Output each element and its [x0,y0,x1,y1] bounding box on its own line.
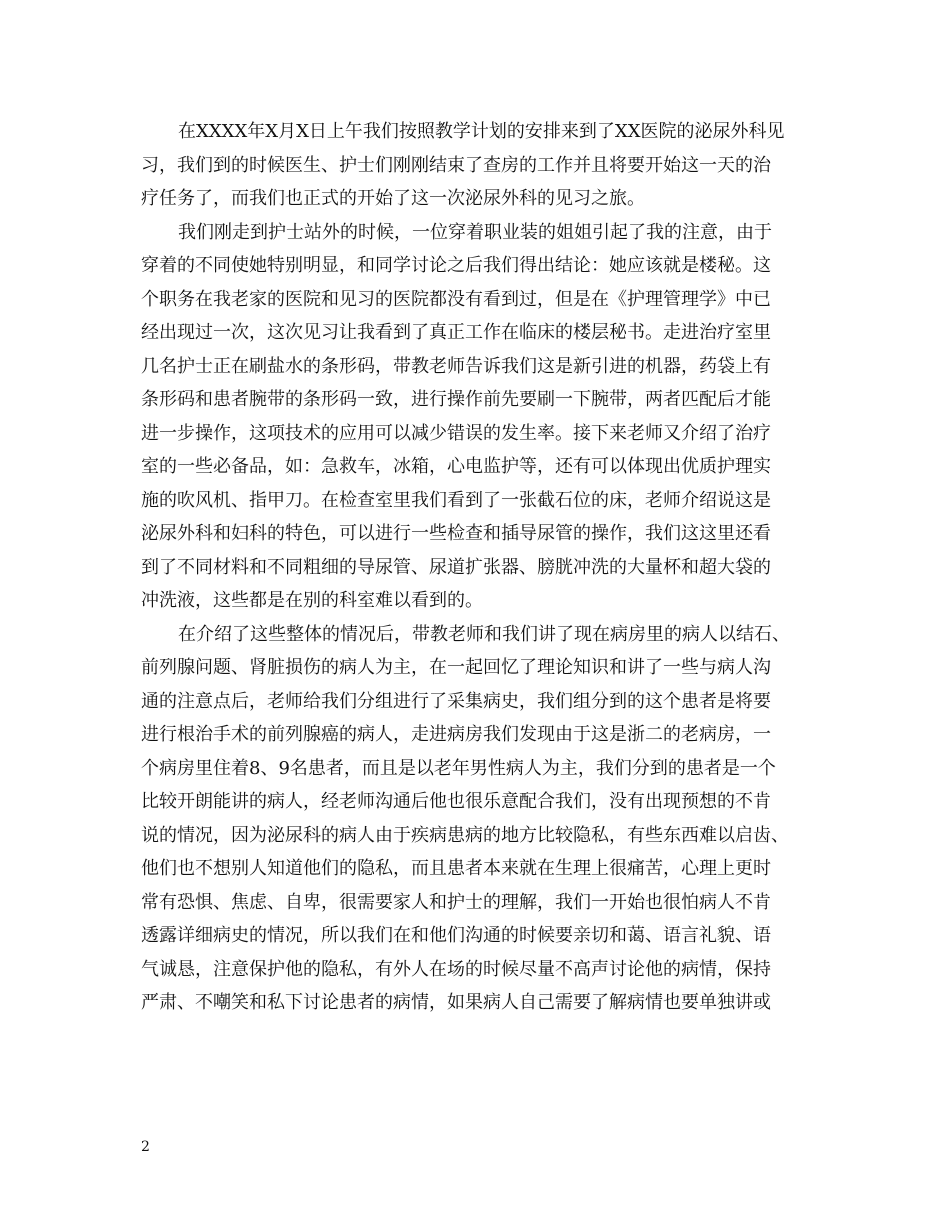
text-line: 个病房里住着8、9名患者，而且是以老年男性病人为主，我们分到的患者是一个 [141,758,776,779]
text-line: 他们也不想别人知道他们的隐私，而且患者本来就在生理上很痛苦，心理上更时 [141,858,771,879]
text-line: 气诚恳，注意保护他的隐私，有外人在场的时候尽量不高声讨论他的病情，保持 [141,959,771,980]
text-line: 进一步操作，这项技术的应用可以减少错误的发生率。接下来老师又介绍了治疗 [141,423,771,444]
text-line: 前列腺问题、肾脏损伤的病人为主，在一起回忆了理论知识和讲了一些与病人沟 [141,657,771,678]
text-line: 泌尿外科和妇科的特色，可以进行一些检查和插导尿管的操作，我们这这里还看 [141,523,771,544]
text-line: 条形码和患者腕带的条形码一致，进行操作前先要刷一下腕带，两者匹配后才能 [141,389,771,410]
text-line: 通的注意点后，老师给我们分组进行了采集病史，我们组分到的这个患者是将要 [141,691,771,712]
text-line: 透露详细病史的情况，所以我们在和他们沟通的时候要亲切和蔼、语言礼貌、语 [141,925,771,946]
text-line: 冲洗液，这些都是在别的科室难以看到的。 [141,590,483,611]
text-line: 经出现过一次，这次见习让我看到了真正工作在临床的楼层秘书。走进治疗室里 [141,322,771,343]
text-line: 个职务在我老家的医院和见习的医院都没有看到过，但是在《护理管理学》中已 [141,289,771,310]
text-line: 施的吹风机、指甲刀。在检查室里我们看到了一张截石位的床，老师介绍说这是 [141,490,771,511]
text-line: 习，我们到的时候医生、护士们刚刚结束了查房的工作并且将要开始这一天的治 [141,155,771,176]
text-line: 在XXXX年X月X日上午我们按照教学计划的安排来到了XX医院的泌尿外科见 [178,121,785,142]
text-line: 常有恐惧、焦虑、自卑，很需要家人和护士的理解，我们一开始也很怕病人不肯 [141,892,771,913]
text-line: 到了不同材料和不同粗细的导尿管、尿道扩张器、膀胱冲洗的大量杯和超大袋的 [141,557,771,578]
text-line: 室的一些必备品，如：急救车，冰箱，心电监护等，还有可以体现出优质护理实 [141,456,771,477]
text-line: 在介绍了这些整体的情况后，带教老师和我们讲了现在病房里的病人以结石、 [178,624,790,645]
text-line: 几名护士正在刷盐水的条形码，带教老师告诉我们这是新引进的机器，药袋上有 [141,356,771,377]
text-line: 穿着的不同使她特别明显，和同学讨论之后我们得出结论：她应该就是楼秘。这 [141,255,771,276]
text-line: 说的情况，因为泌尿科的病人由于疾病患病的地方比较隐私，有些东西难以启齿、 [141,825,789,846]
text-line: 进行根治手术的前列腺癌的病人，走进病房我们发现由于这是浙二的老病房，一 [141,724,771,745]
text-line: 我们刚走到护士站外的时候，一位穿着职业装的姐姐引起了我的注意，由于 [178,222,772,243]
page-number: 2 [141,1139,150,1155]
text-line: 疗任务了，而我们也正式的开始了这一次泌尿外科的见习之旅。 [141,188,645,209]
text-line: 严肃、不嘲笑和私下讨论患者的病情，如果病人自己需要了解病情也要单独讲或 [141,992,771,1013]
text-line: 比较开朗能讲的病人，经老师沟通后他也很乐意配合我们，没有出现预想的不肯 [141,791,771,812]
